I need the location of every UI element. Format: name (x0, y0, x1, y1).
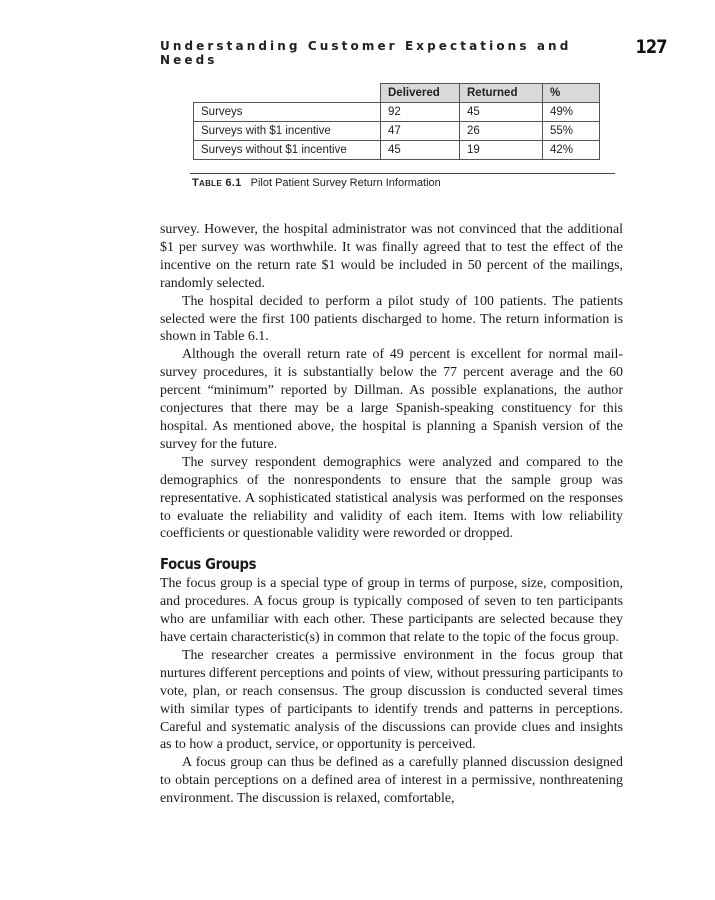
row-delivered: 47 (381, 122, 460, 141)
running-head (160, 36, 667, 67)
caption-text: Pilot Patient Survey Return Information (250, 177, 441, 189)
row-returned: 19 (460, 141, 543, 160)
row-returned: 26 (460, 122, 543, 141)
table-row (194, 141, 600, 160)
paragraph: A focus group can thus be defined as a carefully planned discussion designed to obtain perceptions on a defined area of interest in a permissive, nonthreatening environment. The discussion is relaxed, comfortable, (160, 755, 623, 807)
table-header-percent: % (543, 84, 600, 103)
survey-return-table (193, 83, 600, 160)
running-head-title: Understanding Customer Expectations and Needs (160, 39, 572, 67)
body-text (160, 221, 623, 808)
table-caption (192, 177, 441, 189)
row-label: Surveys (194, 103, 381, 122)
caption-rule (190, 173, 615, 174)
row-delivered: 92 (381, 103, 460, 122)
paragraph: Although the overall return rate of 49 percent is excellent for normal mail-survey procedures, it is substantially below the 77 percent average and the 60 percent “minimum” reported by Dillman. As possible explanations, the author conjectures that there may be a large Spanish-speaking constituency for this hospital. As mentioned above, the hospital is planning a Spanish version of the survey for the future. (160, 347, 623, 452)
table-header-row (194, 84, 600, 103)
paragraph: The researcher creates a permissive environment in the focus group that nurtures different perceptions and points of view, without pressuring participants to vote, plan, or reach consensus. The group discussion is conducted several times with similar types of participants to identify trends and patterns in perceptions. Careful and systematic analysis of the discussions can provide clues and insights as to how a product, service, or opportunity is perceived. (160, 647, 623, 753)
paragraph: The focus group is a special type of group in terms of purpose, size, composition, and procedures. A focus group is typically composed of seven to ten participants who are unfamiliar with each other. These participants are selected because they have certain characteristic(s) in common that relate to the topic of the focus group. (160, 576, 623, 646)
row-percent: 55% (543, 122, 600, 141)
table-header-returned: Returned (460, 84, 543, 103)
paragraph: The survey respondent demographics were analyzed and compared to the demographics of the nonrespondents to ensure that the sample group was representative. A sophisticated statistical analysis was performed on the responses to evaluate the reliability and validity of each item. Items with low reliability coefficients or questionable validity were reworded or dropped. (160, 454, 623, 542)
row-percent: 49% (543, 103, 600, 122)
section-heading: Focus Groups (160, 555, 257, 574)
table-header-blank (194, 84, 381, 103)
caption-label: Table 6.1 (192, 177, 242, 189)
paragraph: The hospital decided to perform a pilot study of 100 patients. The patients selected were the first 100 patients discharged to home. The return information is shown in Table 6.1. (160, 293, 623, 345)
table-row (194, 122, 600, 141)
row-percent: 42% (543, 141, 600, 160)
paragraph: survey. However, the hospital administrator was not convinced that the additional $1 per survey was worthwhile. It was finally agreed that to test the effect of the incentive on the return rate $1 would be included in 50 percent of the mailings, randomly selected. (160, 222, 623, 291)
table-header-delivered: Delivered (381, 84, 460, 103)
row-label: Surveys without $1 incentive (194, 141, 381, 160)
table-row (194, 103, 600, 122)
row-label: Surveys with $1 incentive (194, 122, 381, 141)
page-number: 127 (635, 36, 667, 58)
row-returned: 45 (460, 103, 543, 122)
row-delivered: 45 (381, 141, 460, 160)
